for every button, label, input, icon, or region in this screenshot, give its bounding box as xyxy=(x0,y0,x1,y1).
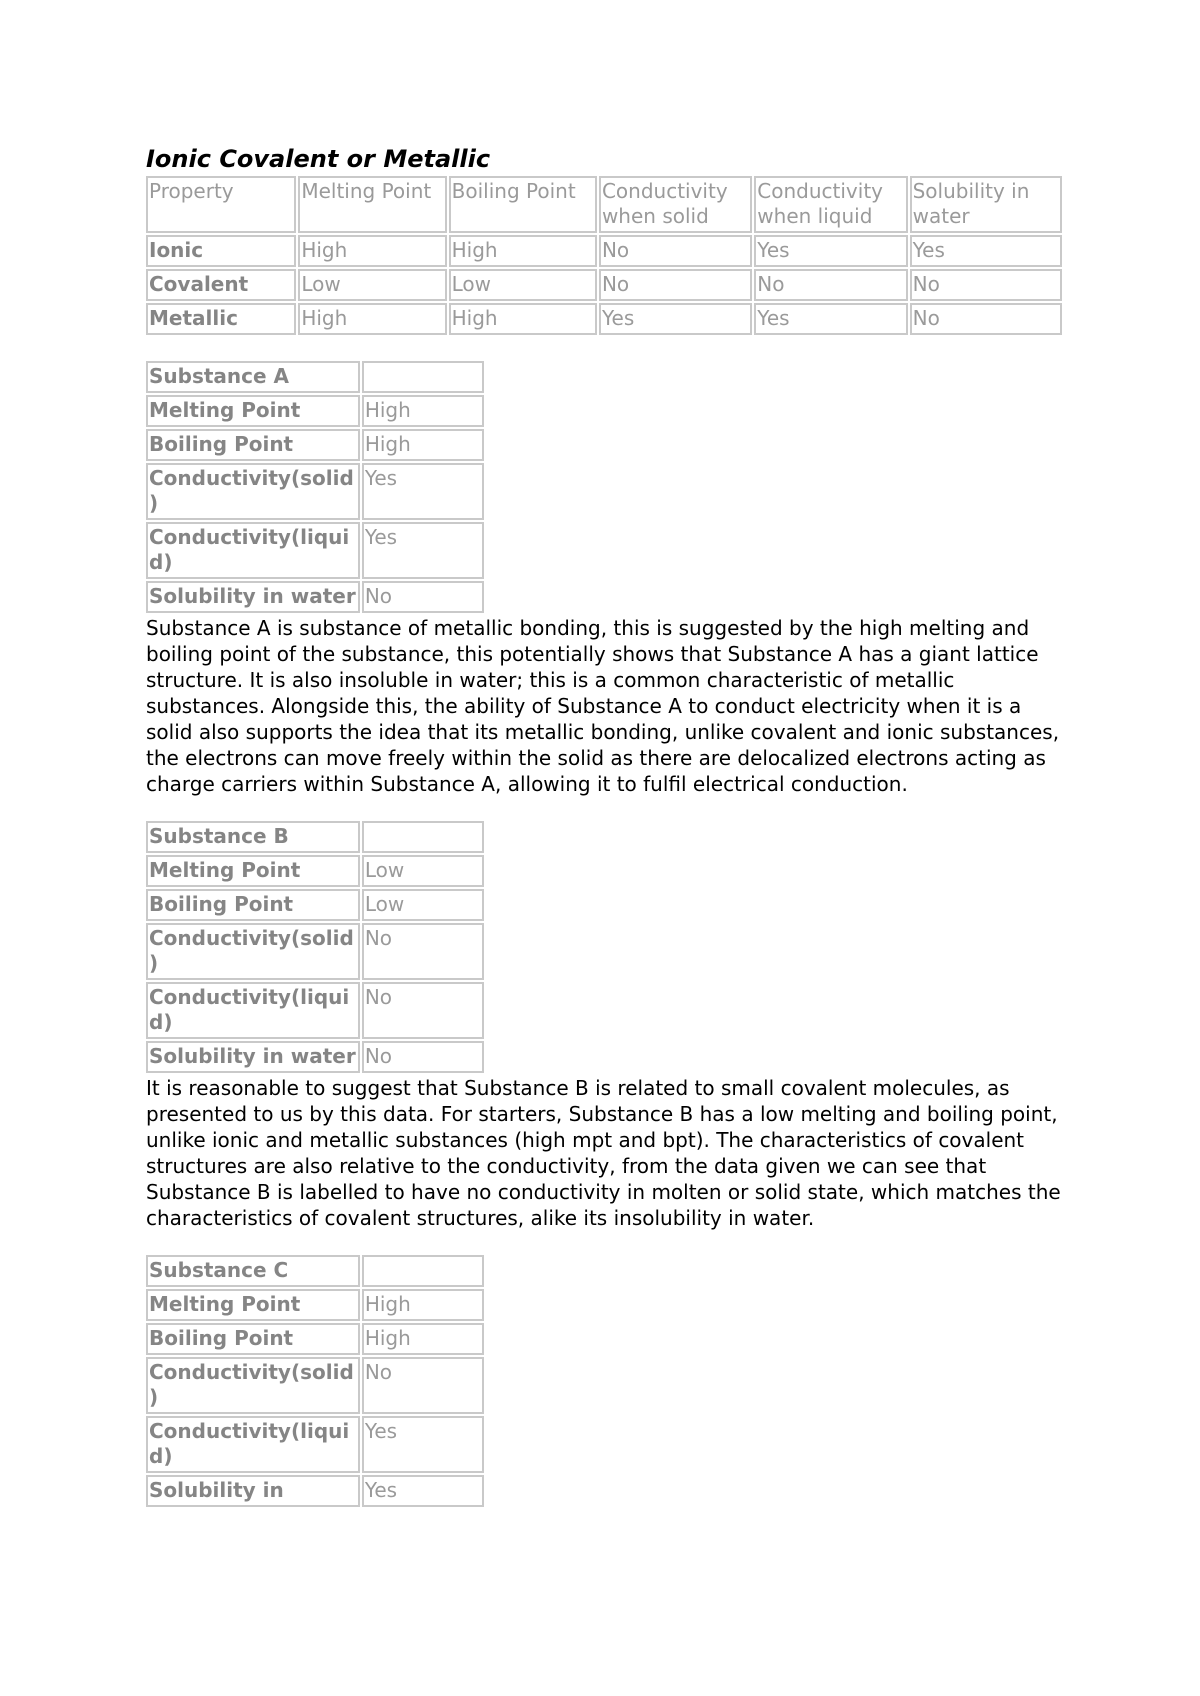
property-label-cell: Conductivity(solid) xyxy=(146,1357,360,1414)
property-reference-table xyxy=(144,174,1064,337)
table-cell: High xyxy=(298,235,446,267)
empty-cell xyxy=(362,821,484,853)
table-row xyxy=(146,429,484,461)
table-cell: Yes xyxy=(754,235,907,267)
property-label-cell: Melting Point xyxy=(146,395,360,427)
table-row xyxy=(146,303,1062,335)
table-cell: Yes xyxy=(754,303,907,335)
property-value-cell: High xyxy=(362,1323,484,1355)
property-label-cell: Melting Point xyxy=(146,855,360,887)
table-cell: No xyxy=(599,235,752,267)
property-value-cell: High xyxy=(362,1289,484,1321)
table-row xyxy=(146,581,484,613)
table-row xyxy=(146,463,484,520)
property-value-cell: Low xyxy=(362,889,484,921)
table-row xyxy=(146,1357,484,1414)
table-row xyxy=(146,1289,484,1321)
table-row xyxy=(146,1475,484,1507)
table-row xyxy=(146,1041,484,1073)
page-title: Ionic Covalent or Metallic xyxy=(146,145,491,173)
table-cell: Yes xyxy=(599,303,752,335)
table-row xyxy=(146,855,484,887)
property-value-cell: Yes xyxy=(362,522,484,579)
header-cell: Solubility in water xyxy=(910,176,1062,233)
table-cell: No xyxy=(910,269,1062,301)
property-label-cell: Boiling Point xyxy=(146,889,360,921)
property-value-cell: High xyxy=(362,395,484,427)
header-cell: Boiling Point xyxy=(449,176,597,233)
property-label-cell: Boiling Point xyxy=(146,1323,360,1355)
row-label-cell: Metallic xyxy=(146,303,296,335)
property-value-cell: Low xyxy=(362,855,484,887)
property-value-cell: No xyxy=(362,982,484,1039)
table-header-row xyxy=(146,821,484,853)
table-row xyxy=(146,395,484,427)
substance-name-cell: Substance C xyxy=(146,1255,360,1287)
table-row xyxy=(146,1323,484,1355)
table-header-row xyxy=(146,176,1062,233)
table-header-row xyxy=(146,1255,484,1287)
substance-c-table xyxy=(144,1253,486,1509)
table-row xyxy=(146,889,484,921)
property-value-cell: No xyxy=(362,923,484,980)
table-row xyxy=(146,923,484,980)
table-cell: Yes xyxy=(910,235,1062,267)
property-label-cell: Solubility in xyxy=(146,1475,360,1507)
table-cell: High xyxy=(449,235,597,267)
property-label-cell: Conductivity(liquid) xyxy=(146,982,360,1039)
property-value-cell: No xyxy=(362,1041,484,1073)
table-header-row xyxy=(146,361,484,393)
property-label-cell: Conductivity(liquid) xyxy=(146,522,360,579)
spacer xyxy=(146,337,1066,359)
property-value-cell: No xyxy=(362,1357,484,1414)
substance-b-table xyxy=(144,819,486,1075)
property-label-cell: Conductivity(solid) xyxy=(146,463,360,520)
table-cell: No xyxy=(599,269,752,301)
table-cell: Low xyxy=(298,269,446,301)
header-cell: Conductivity when solid xyxy=(599,176,752,233)
property-label-cell: Melting Point xyxy=(146,1289,360,1321)
property-value-cell: High xyxy=(362,429,484,461)
property-value-cell: No xyxy=(362,581,484,613)
property-value-cell: Yes xyxy=(362,1416,484,1473)
table-cell: Low xyxy=(449,269,597,301)
substance-b-paragraph: It is reasonable to suggest that Substance B is related to small covalent molecules, as presented to us by this data. For starters, Substance B has a low melting and boiling point, unlike ionic and metallic substances (high mpt and bpt). The characteristics of covalent structures are also relative to the conductivity, from the data given we can see that Substance B is labelled to have no conductivity in molten or solid state, which matches the characteristics of covalent structures, alike its insolubility in water. xyxy=(146,1076,1061,1230)
table-row xyxy=(146,269,1062,301)
header-cell: Conductivity when liquid xyxy=(754,176,907,233)
table-cell: High xyxy=(449,303,597,335)
table-cell: No xyxy=(754,269,907,301)
substance-name-cell: Substance B xyxy=(146,821,360,853)
table-row xyxy=(146,982,484,1039)
property-label-cell: Boiling Point xyxy=(146,429,360,461)
property-label-cell: Conductivity(solid) xyxy=(146,923,360,980)
empty-cell xyxy=(362,361,484,393)
row-label-cell: Covalent xyxy=(146,269,296,301)
table-row xyxy=(146,1416,484,1473)
property-value-cell: Yes xyxy=(362,1475,484,1507)
property-value-cell: Yes xyxy=(362,463,484,520)
substance-a-table xyxy=(144,359,486,615)
empty-cell xyxy=(362,1255,484,1287)
header-cell: Melting Point xyxy=(298,176,446,233)
table-cell: No xyxy=(910,303,1062,335)
substance-a-paragraph: Substance A is substance of metallic bonding, this is suggested by the high melting and boiling point of the substance, this potentially shows that Substance A has a giant lattice structure. It is also insoluble in water; this is a common characteristic of metallic substances. Alongside this, the ability of Substance A to conduct electricity when it is a solid also supports the idea that its metallic bonding, unlike covalent and ionic substances, the electrons can move freely within the solid as there are delocalized electrons acting as charge carriers within Substance A, allowing it to fulfil electrical conduction. xyxy=(146,616,1060,796)
property-label-cell: Conductivity(liquid) xyxy=(146,1416,360,1473)
header-cell: Property xyxy=(146,176,296,233)
document-page xyxy=(146,144,1066,1509)
spacer xyxy=(146,797,1066,819)
property-label-cell: Solubility in water xyxy=(146,581,360,613)
substance-name-cell: Substance A xyxy=(146,361,360,393)
table-row xyxy=(146,522,484,579)
table-cell: High xyxy=(298,303,446,335)
property-label-cell: Solubility in water xyxy=(146,1041,360,1073)
table-row xyxy=(146,235,1062,267)
row-label-cell: Ionic xyxy=(146,235,296,267)
spacer xyxy=(146,1231,1066,1253)
